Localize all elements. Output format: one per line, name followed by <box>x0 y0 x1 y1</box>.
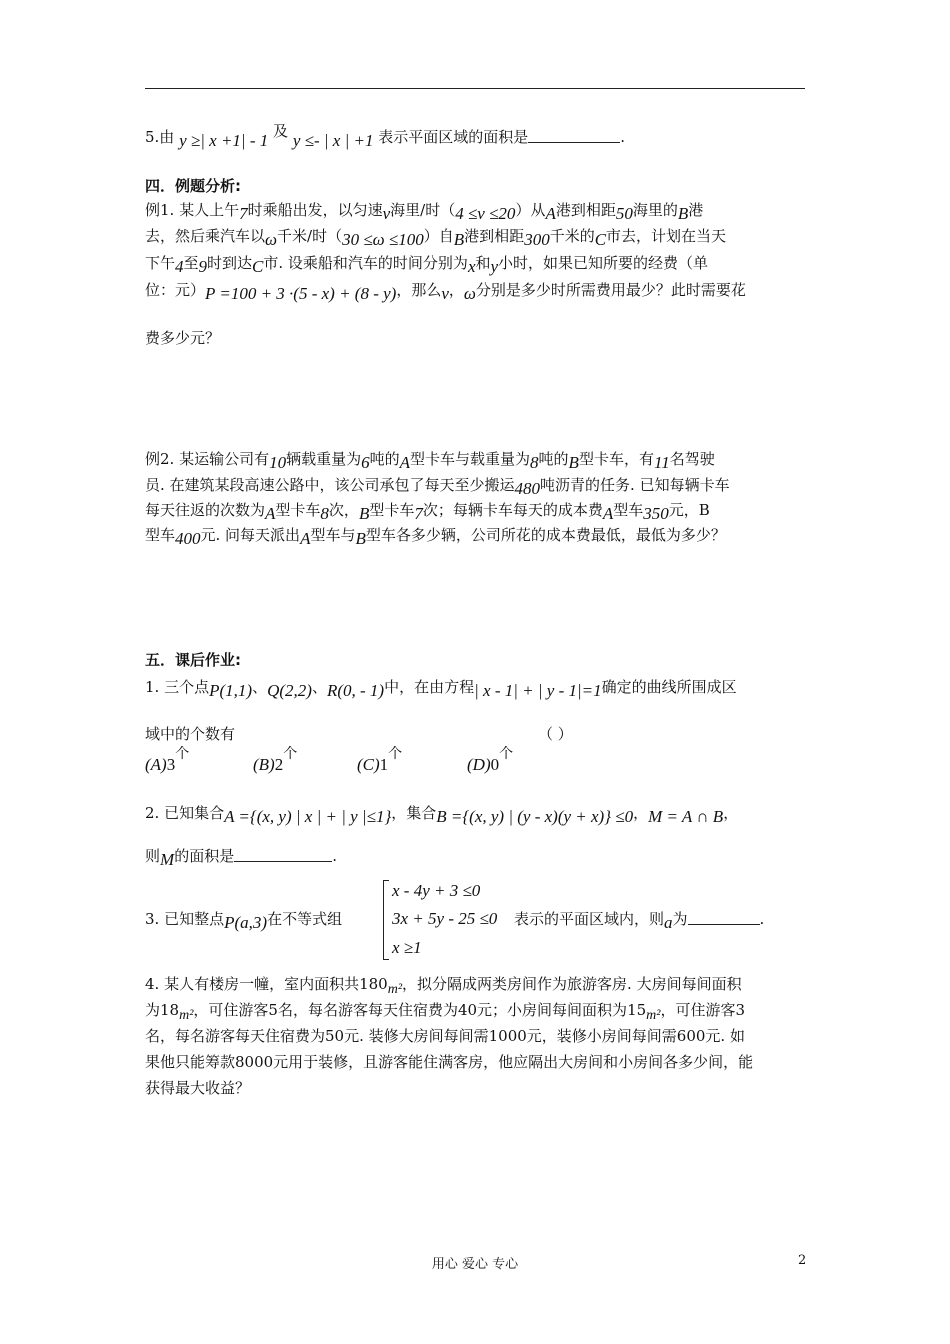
homework-3: 3. 已知整点P(a,3)在不等式组 <box>145 910 343 932</box>
homework-4-line-3: 名，每名游客每天住宿费为50元. 装修大房间每间需1000元，装修小房间每间需600元. 如 <box>145 1027 745 1045</box>
section-4-title: 四．例题分析: <box>145 177 241 195</box>
example-2-line-4: 型车400元. 问每天派出A型车与B型车各多少辆，公司所花的成本费最低，最低为多少？ <box>145 526 726 548</box>
option-b: (B)2个 <box>253 746 298 774</box>
example-2-line-2: 员. 在建筑某段高速公路中，该公司承包了每天至少搬运480吨沥青的任务. 已知每辆卡车 <box>145 476 730 498</box>
formula: y ≥| x +1| - 1 <box>179 131 269 150</box>
homework-4-line-2: 为18m²，可住游客5名，每名游客每天住宿费为40元；小房间每间面积为15m²，可住游客3 <box>145 1001 746 1023</box>
option-a: (A)3个 <box>145 746 190 774</box>
answer-paren: （ ） <box>538 725 573 743</box>
answer-blank <box>234 860 332 862</box>
formula: M = A ∩ B <box>648 807 724 826</box>
section-5-title: 五．课后作业: <box>145 651 241 669</box>
page-number: 2 <box>798 1253 807 1268</box>
homework-4-line-1: 4. 某人有楼房一幢，室内面积共180m²，拟分隔成两类房间作为旅游客房. 大房间每间面积 <box>145 975 742 997</box>
example-2-line-3: 每天往返的次数为A型卡车8次，B型卡车7次；每辆卡车每天的成本费A型车350元，B <box>145 501 710 523</box>
example-1-line-3: 下午4至9时到达C市. 设乘船和汽车的时间分别为x和y小时，如果已知所要的经费（单 <box>145 254 709 276</box>
homework-4-line-5: 获得最大收益？ <box>145 1079 251 1097</box>
formula: A ={(x, y) | x | + | y |≤1} <box>224 807 392 826</box>
homework-1-options <box>145 746 575 782</box>
example-1-line-4: 位：元）P =100 + 3 ·(5 - x) + (8 - y)，那么v，ω分别是多少时所需费用最少？此时需要花 <box>145 281 746 303</box>
homework-4-line-4: 果他只能筹款8000元用于装修，且游客能住满客房，他应隔出大房间和小房间各多少间，能 <box>145 1053 754 1071</box>
formula: y ≤- | x | +1 <box>292 131 374 150</box>
answer-blank <box>528 141 620 143</box>
example-1-line-1: 例1. 某人上午7时乘船出发，以匀速v海里/时（4 ≤v ≤20）从A港到相距50海里的B港 <box>145 201 704 223</box>
option-d: (D)0个 <box>467 746 514 774</box>
problem-5: 5.由 y ≥| x +1| - 1 及 y ≤- | x | +1 表示平面区域的面积是 . <box>145 122 626 150</box>
homework-3-tail: 表示的平面区域内，则a为 . <box>514 910 765 932</box>
example-2-line-1: 例2. 某运输公司有10辆载重量为6吨的A型卡车与载重量为8吨的B型卡车，有11名驾驶 <box>145 450 715 472</box>
brace <box>383 880 389 960</box>
header-rule <box>145 88 805 89</box>
homework-1-line-1: 1. 三个点P(1,1)、Q(2,2)、R(0, - 1)中，在由方程| x - 1| + | y - 1|=1确定的曲线所围成区 <box>145 678 737 700</box>
inequality-1: x - 4y + 3 ≤0 <box>392 881 481 900</box>
formula: B ={(x, y) | (y - x)(y + x)} ≤0 <box>436 807 634 826</box>
option-c: (C)1个 <box>357 746 403 774</box>
page-footer: 用心 爱心 专心 <box>431 1257 519 1272</box>
inequality-system <box>383 876 523 962</box>
homework-1-line-2: 域中的个数有 （ ） <box>145 725 573 743</box>
example-1-line-5: 费多少元？ <box>145 329 221 347</box>
example-1-line-2: 去，然后乘汽车以ω千米/时（30 ≤ω ≤100）自B港到相距300千米的C市去，计划在当天 <box>145 227 727 249</box>
formula: P =100 + 3 ·(5 - x) + (8 - y) <box>205 284 397 303</box>
homework-2-line-1: 2. 已知集合A ={(x, y) | x | + | y |≤1}，集合B ={(x, y) | (y - x)(y + x)} ≤0，M = A ∩ B， <box>145 804 739 826</box>
answer-blank <box>688 923 760 925</box>
homework-2-line-2: 则M的面积是 . <box>145 847 337 869</box>
inequality-3: x ≥1 <box>392 938 422 957</box>
inequality-2: 3x + 5y - 25 ≤0 <box>392 909 498 928</box>
